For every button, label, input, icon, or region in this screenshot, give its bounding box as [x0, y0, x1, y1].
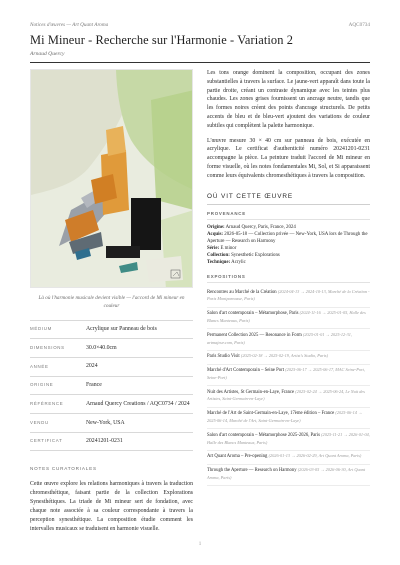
meta-row-medium [30, 320, 193, 339]
meta-key: ANNÉE [30, 363, 49, 369]
exhibition-item[interactable] [207, 408, 370, 430]
exhibition-title: Salon d'art contemporain – Métamorphose 2025-2026, Paris [207, 432, 320, 438]
provenance-label: Acquis: [207, 231, 224, 237]
header-divider [30, 62, 370, 63]
where-heading: OÙ VIT CETTE ŒUVRE [207, 193, 370, 205]
exhibition-item[interactable] [207, 308, 370, 330]
provenance-label: Origine: [207, 224, 225, 230]
description-paragraph: Les tons orange dominent la composition, occupant des zones substantielles à travers la surface. Le jaune-vert apparaît dans toute la partie droite, créant un contraste dynamique avec les teintes plus chaudes. Les zones grises fournissent un ancrage neutre, tandis que les formes noires créent des points d'ancrage structurels. De petits accents de bleu et de bleu-vert ajoutent des variations de couleur subtiles qui complètent la palette harmonique. [207, 70, 370, 129]
provenance-item [207, 224, 370, 231]
reference-code: AQC0734 [348, 22, 370, 28]
meta-row-sold [30, 413, 193, 432]
exhibition-detail: (2026-03-05 → 2026-06-30, Art Quant Aroma, Paris) [207, 467, 366, 480]
exhibition-item[interactable] [207, 429, 370, 451]
exhibition-item[interactable] [207, 451, 370, 465]
meta-value: Acrylique sur Panneau de bois [86, 326, 157, 333]
exhibition-item[interactable] [207, 465, 370, 487]
exhibition-detail: (2025-02-18 → 2025-02-19, Artist's Studio, Paris) [240, 353, 329, 359]
artwork-caption: Là où l'harmonie musicale devient visible — l'accord de Mi mineur en couleur [38, 295, 185, 309]
exhibition-item[interactable] [207, 386, 370, 408]
exhibition-title: Paris Studio Visit [207, 354, 240, 360]
exhibition-item[interactable] [207, 286, 370, 308]
exhibition-detail: (2024-11-16 → 2025-01-05, Halle des Blancs Manteaux, Paris) [207, 310, 366, 324]
metadata-table [30, 320, 193, 452]
meta-key: ORIGINE [30, 382, 54, 388]
exhibition-title: Marché d'Art Contemporain – Seine Port [207, 368, 285, 374]
meta-key: MÉDIUM [30, 326, 53, 332]
exhibition-detail: (2025-06-14 → 2025-06-14, Marché de l'Art, Saint-Germain-en-Laye) [207, 410, 363, 423]
provenance-text: 2026-05-18 — Collection privée — New-York, USA lors de Through the Aperture — Research on Harmony [207, 231, 368, 244]
exhibition-detail: (2025-01-01 → 2025-12-31, artmajeur.com, Paris) [207, 331, 353, 345]
provenance-list [207, 224, 370, 267]
meta-value: 2024 [86, 363, 98, 370]
meta-row-reference [30, 394, 193, 413]
meta-row-year [30, 357, 193, 376]
meta-value: New-York, USA [86, 419, 125, 426]
breadcrumb[interactable]: Notices d'œuvres — Art Quant Aroma [30, 22, 109, 28]
meta-value: 20241201-0231 [86, 438, 123, 445]
provenance-text: Arnaud Quercy, Paris, France, 2024 [225, 224, 296, 230]
meta-key: VENDU [30, 419, 49, 425]
page-header [30, 22, 370, 57]
provenance-item [207, 231, 370, 245]
provenance-heading: PROVENANCE [207, 211, 370, 220]
exhibitions-list [207, 286, 370, 486]
provenance-item [207, 245, 370, 252]
left-column [30, 69, 193, 534]
exhibition-item[interactable] [207, 351, 370, 365]
meta-key: RÉFÉRENCE [30, 401, 64, 407]
provenance-item [207, 252, 370, 259]
provenance-text: Acrylic [231, 260, 246, 266]
curatorial-notes-heading: NOTES CURATORIALES [30, 466, 97, 472]
artist-name[interactable]: Arnaud Quercy [30, 51, 65, 57]
curatorial-notes-text: Cette œuvre explore les relations harmoniques à travers la traduction chromesthétique, faisant partie de la collection Explorations Synesthétiques. La triade de Mi mineur sert de fondation, avec chaque note associée à sa couleur correspondante à travers la perception synesthétique. La composition étudie comment les intervalles musicaux se traduisent en harmonie visuelle. [30, 481, 193, 533]
exhibition-item[interactable] [207, 329, 370, 351]
provenance-text: E minor [220, 245, 237, 251]
meta-key: CERTIFICAT [30, 438, 63, 444]
exhibition-detail: (2026-01-13 → 2026-02-29, Art Quant Aroma, Paris) [268, 453, 362, 459]
page-title: Mi Mineur - Recherche sur l'Harmonie - Variation 2 [30, 33, 293, 47]
artwork-image[interactable] [30, 69, 193, 288]
exhibition-title: Marché de l'Art de Saint-Germain-en-Laye, 17ème édition – France [207, 411, 335, 417]
page-number: 1 [198, 542, 202, 547]
provenance-text: Synesthetic Explorations [231, 253, 280, 258]
provenance-label: Technique: [207, 260, 231, 266]
meta-row-certificate [30, 432, 193, 452]
meta-value: France [86, 382, 102, 389]
exhibition-title: Through the Aperture — Research on Harmony [207, 468, 297, 474]
exhibition-title: Art Quant Aroma – Pre-opening [207, 454, 268, 460]
exhibition-title: Salon d'art contemporain – Métamorphose, Paris [207, 311, 299, 317]
provenance-label: Série: [207, 245, 220, 251]
meta-value: 30.0×40.0cm [86, 344, 117, 351]
exhibition-detail: (2024-04-13 → 2024-10-13, Marché de la Création - Paris Montparnasse, Paris) [207, 288, 370, 302]
provenance-item [207, 259, 370, 266]
exhibition-title: Nuit des Artistes, St Germain-en-Laye, France [207, 389, 295, 395]
exhibition-title: Rencontres au Marché de la Création [207, 289, 277, 295]
right-column [207, 69, 370, 486]
exhibition-title: Permanent Collection 2025 — Resonance in Form [207, 332, 302, 338]
description-paragraph: L'œuvre mesure 30 × 40 cm sur panneau de bois, exécutée en acrylique. Le certificat d'authenticité numéro 20241201-0231 accompagne la pièce. La peinture traduit l'accord de Mi mineur en forme visuelle, où les notes fondamentales Mi, Sol, et Si apparaissent comme leurs équivalents chromesthétiques à travers la composition. [207, 137, 370, 179]
provenance-label: Collection: [207, 253, 230, 258]
exhibition-detail: (2025-11-21 → 2026-01-04, Halle des Blancs Manteaux, Paris) [207, 431, 370, 445]
exhibition-detail: (2025-06-17 → 2025-06-17, MAC Seine-Port, Seine-Port) [207, 367, 365, 380]
meta-value: Arnaud Quercy Creations / AQC0734 / 2024 [86, 400, 190, 407]
meta-key: DIMENSIONS [30, 344, 65, 350]
meta-row-dimensions [30, 338, 193, 357]
meta-row-origin [30, 376, 193, 395]
painting-illustration [31, 70, 193, 288]
exhibition-detail: (2025-02-24 → 2025-06-24, Le Nuit des Artistes, Saint-Germain-en-Laye) [207, 388, 365, 402]
exhibition-item[interactable] [207, 365, 370, 387]
exhibitions-heading: EXPOSITIONS [207, 274, 370, 283]
